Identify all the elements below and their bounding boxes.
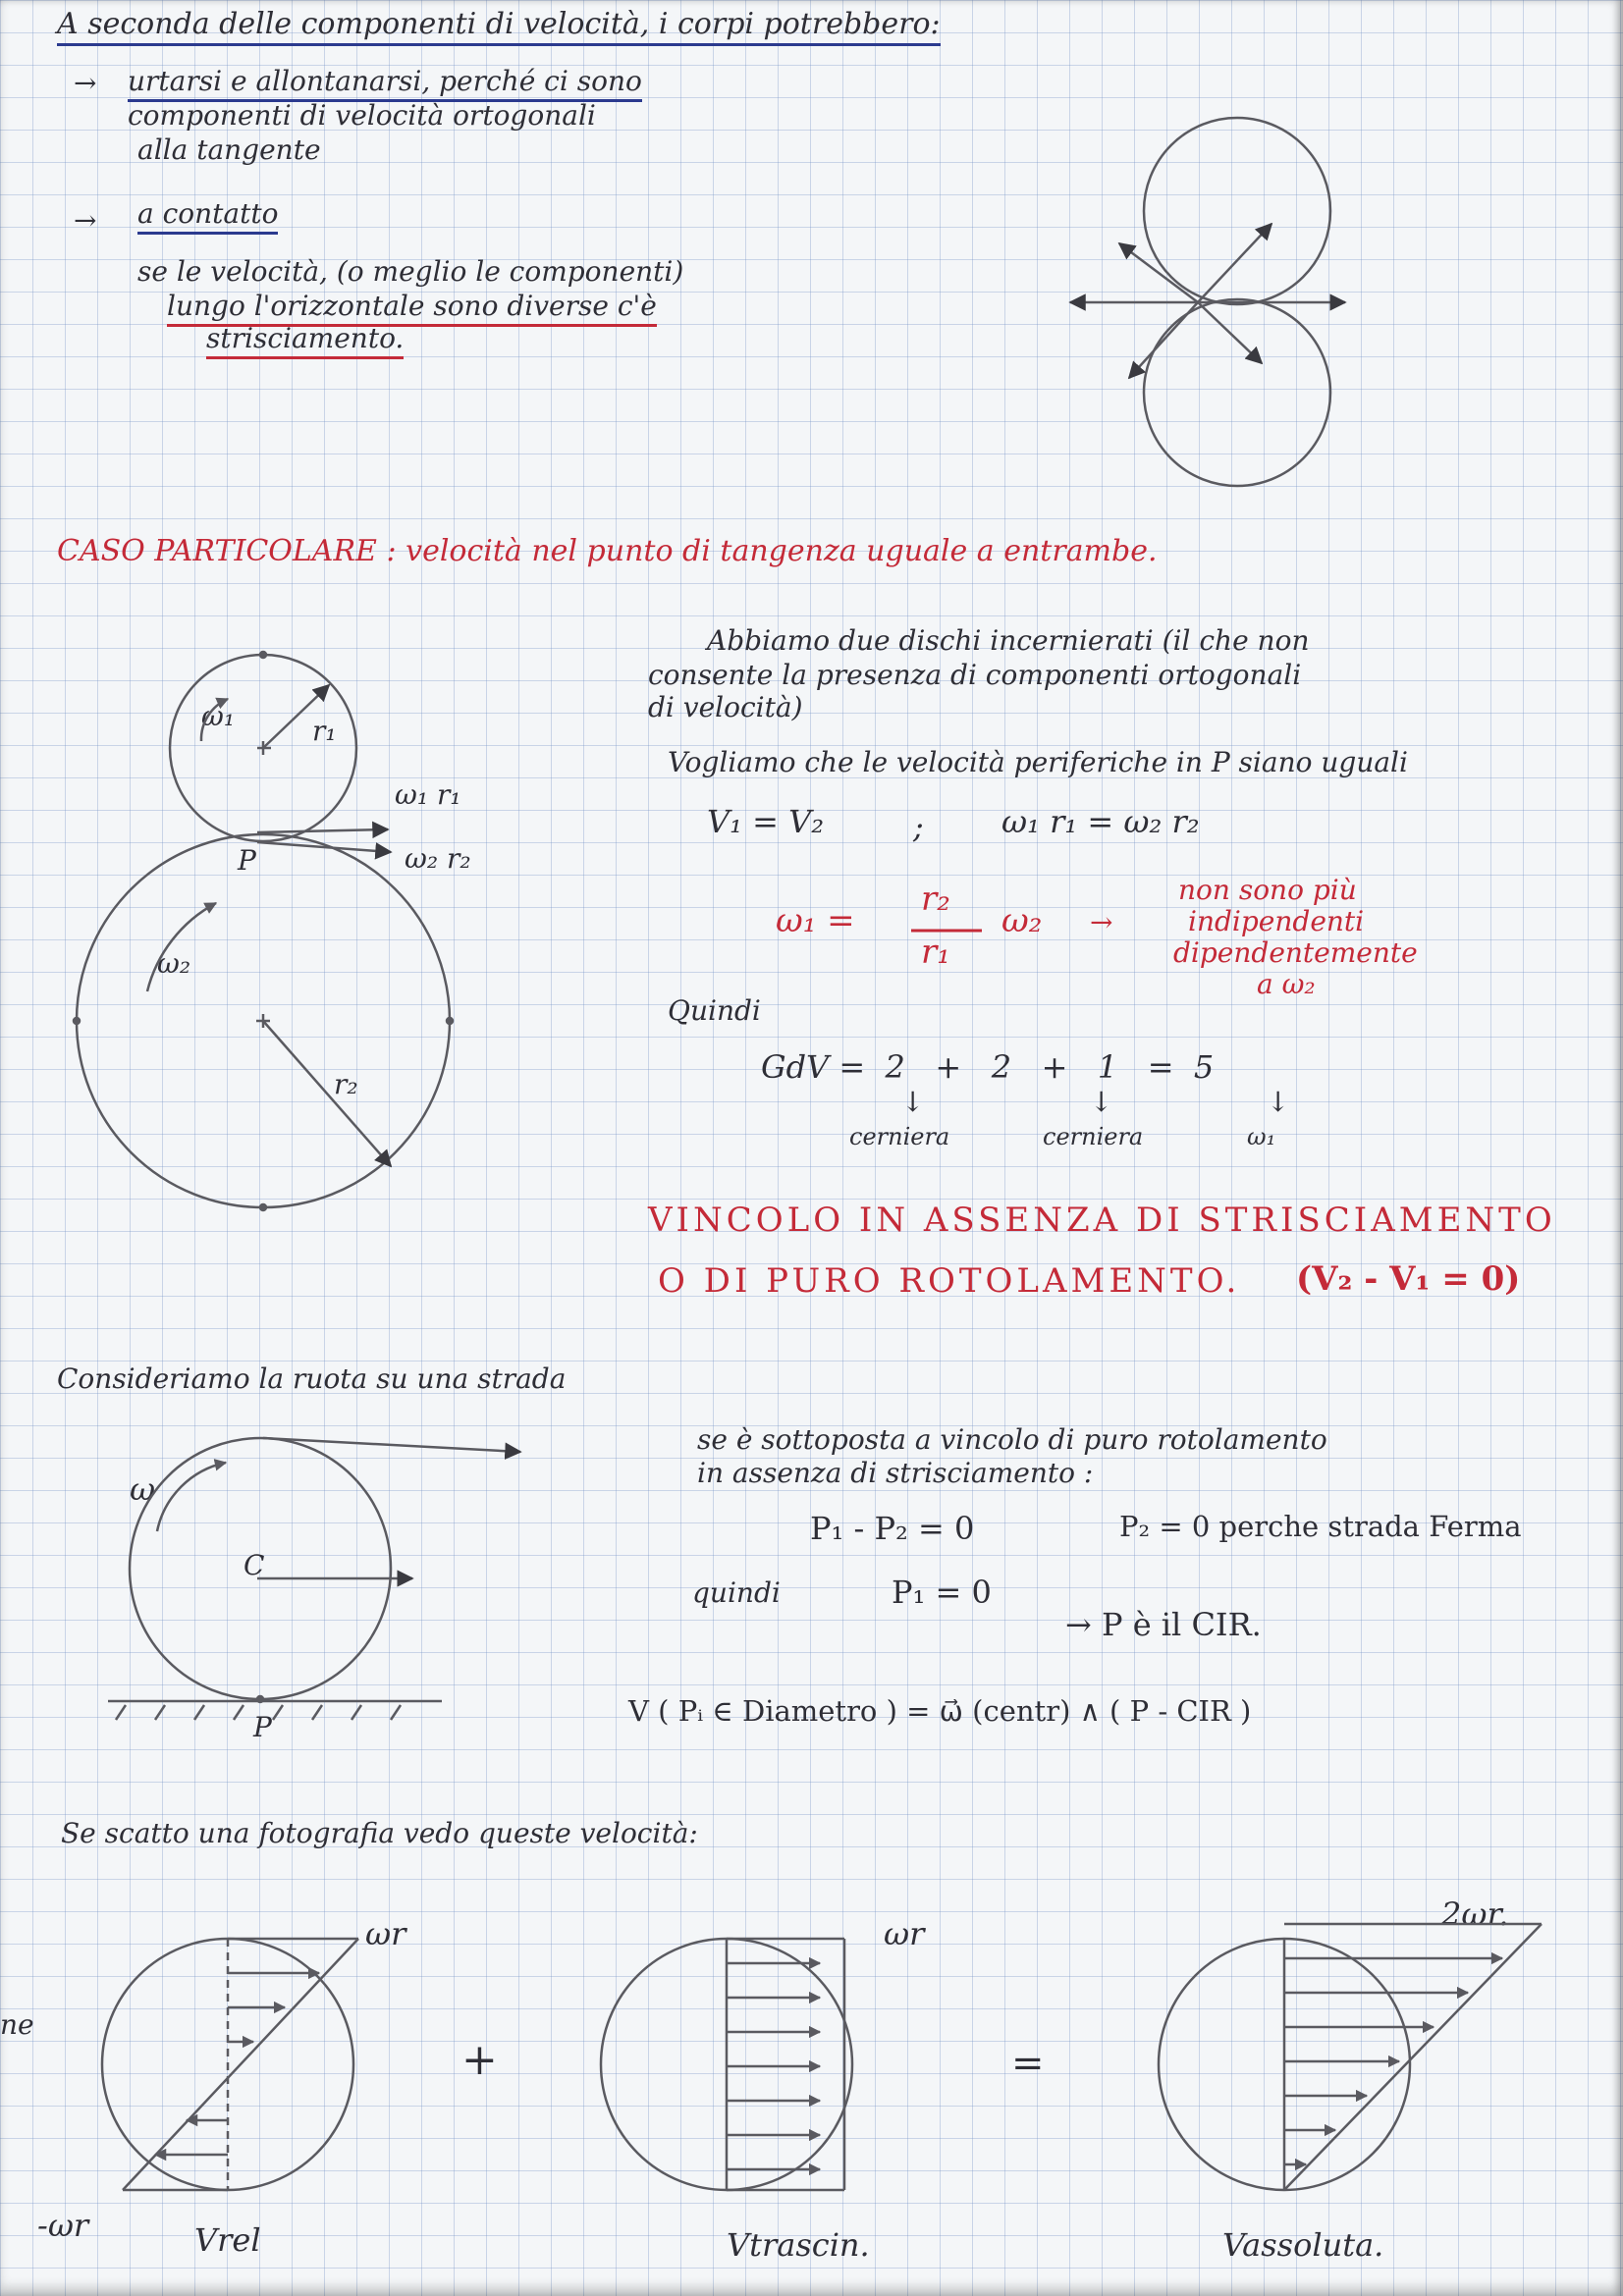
bullet-2-line-2-text: lungo l'orizzontale sono diverse c'è (167, 290, 657, 327)
gdv-arrow-1: ↓ (901, 1086, 925, 1118)
velocity-formula: V ( Pᵢ ∈ Diametro ) = ω⃗ (centr) ∧ ( P - CIR ) (628, 1694, 1252, 1728)
wheel-equation-3: P₁ = 0 (892, 1574, 992, 1611)
up-left-arrow (1119, 243, 1198, 302)
road-hatch-3 (194, 1705, 204, 1720)
gdv-arrow-3: ↓ (1267, 1086, 1290, 1118)
contact-bodies-figure (1070, 118, 1345, 486)
note-line-2: indipendenti (1188, 905, 1365, 937)
road-hatch-7 (352, 1705, 361, 1720)
note-line-4: a ω₂ (1257, 968, 1316, 1000)
equation-separator: ; (913, 808, 924, 845)
disc-1-speed-label: ω₁ r₁ (395, 778, 461, 811)
velocity-diagram-3 (1159, 1924, 1542, 2190)
small-disc-radius (263, 685, 329, 748)
road-hatch-1 (116, 1705, 126, 1720)
quindi-label: Quindi (668, 994, 761, 1027)
margin-fragment: ne (0, 2008, 34, 2041)
gdv-label-2: cerniera (1043, 1123, 1144, 1150)
down-left-arrow (1129, 302, 1198, 378)
road-hatch-4 (234, 1705, 243, 1720)
disc-2-left-dot (74, 1018, 80, 1024)
angular-equality: ω₁ r₁ = ω₂ r₂ (1001, 803, 1200, 840)
disc-2-bottom-dot (260, 1204, 266, 1210)
lower-body-circle (1144, 299, 1330, 486)
wheel-contact-label: P (253, 1711, 272, 1743)
wheel-text-line-1: se è sottoposta a vincolo di puro rotolamento (697, 1423, 1327, 1456)
large-disc-radius (263, 1021, 391, 1166)
bullet-2-line-3-text: strisciamento. (206, 322, 404, 359)
road-hatch-8 (391, 1705, 401, 1720)
omega1-formula-numerator: r₂ (921, 880, 950, 919)
discs-paragraph-line-4: Vogliamo che le velocità periferiche in P siano uguali (668, 746, 1408, 778)
gdv-arrow-2: ↓ (1090, 1086, 1113, 1118)
up-right-arrow (1198, 224, 1271, 302)
bullet-1-line-2: componenti di velocità ortogonali (128, 99, 596, 132)
wheel-text-line-2: in assenza di strisciamento : (697, 1457, 1094, 1489)
diagram-2-top-label: ωr (884, 1915, 925, 1952)
down-right-arrow (1198, 302, 1262, 363)
diagram-3-caption: Vassoluta. (1222, 2226, 1384, 2264)
diagram-1-top-label: ωr (365, 1915, 406, 1952)
equals-sign: = (1011, 2041, 1045, 2086)
bullet-2-line-1: se le velocità, (o meglio le componenti) (137, 255, 684, 288)
velocity-diagram-2 (601, 1939, 852, 2190)
velocity-diagram-1 (102, 1939, 358, 2190)
road-hatch-5 (273, 1705, 283, 1720)
road-hatch-2 (155, 1705, 165, 1720)
bullet-1-line-1-text: urtarsi e allontanarsi, perché ci sono (128, 65, 642, 102)
wheel-circle (130, 1438, 391, 1699)
wheel-rotation-arc (157, 1463, 226, 1531)
gdv-equation: GdV = 2 + 2 + 1 = 5 (761, 1048, 1215, 1086)
disc-1-radius-label: r₁ (312, 715, 337, 747)
road-hatch-6 (312, 1705, 322, 1720)
wheel-intro: Consideriamo la ruota su una strada (57, 1362, 567, 1395)
diagram-3-profile (1284, 1924, 1542, 2190)
two-discs-figure (74, 652, 453, 1210)
constraint-formula: (V₂ - V₁ = 0) (1296, 1259, 1521, 1299)
special-case-heading: CASO PARTICOLARE : velocità nel punto di tangenza uguale a entrambe. (57, 534, 1158, 568)
diagram-3-top-label: 2ωr. (1441, 1896, 1509, 1933)
diagram-1-profile (123, 1939, 358, 2190)
discs-paragraph-line-1: Abbiamo due dischi incernierati (il che non (707, 624, 1310, 657)
contact-point-dot (257, 1696, 263, 1702)
wheel-quindi: quindi (692, 1576, 781, 1609)
diagram-1-bottom-label: -ωr (37, 2207, 89, 2244)
disc-1-top-dot (260, 652, 266, 658)
omega2-arc (147, 903, 216, 991)
disc-2-right-dot (447, 1018, 453, 1024)
discs-paragraph-line-3: di velocità) (648, 691, 803, 723)
disc-1-tip-velocity (257, 829, 388, 832)
bullet-arrow-1: → (74, 67, 97, 99)
wheel-omega-label: ω (130, 1470, 156, 1508)
photo-intro: Se scatto una fotografia vedo queste velocità: (61, 1817, 698, 1849)
wheel-equation-1: P₁ - P₂ = 0 (810, 1510, 975, 1547)
gdv-label-1: cerniera (849, 1123, 950, 1150)
wheel-equation-2: P₂ = 0 perche strada Ferma (1119, 1510, 1522, 1543)
discs-paragraph-line-2: consente la presenza di componenti ortogonali (648, 659, 1302, 691)
bullet-arrow-2: → (74, 204, 97, 237)
omega1-formula-lhs: ω₁ = (776, 901, 855, 940)
rolling-wheel-figure (108, 1438, 520, 1720)
bullet-2-head-text: a contatto (137, 197, 278, 235)
formula-arrow: → (1090, 906, 1113, 938)
disc-2-speed-label: ω₂ r₂ (405, 842, 471, 875)
bullet-1-line-3: alla tangente (137, 133, 321, 166)
diagram-2-caption: Vtrascin. (727, 2226, 870, 2264)
intro-title-text: A seconda delle componenti di velocità, i corpi potrebbero: (57, 7, 941, 46)
disc-1-omega-label: ω₁ (201, 700, 236, 732)
omega1-formula-rhs: ω₂ (1001, 901, 1043, 940)
contact-point-label: P (238, 844, 256, 877)
omega1-formula-denominator: r₁ (921, 933, 950, 972)
constraint-line-1: VINCOLO IN ASSENZA DI STRISCIAMENTO (648, 1201, 1556, 1240)
note-line-3: dipendentemente (1173, 936, 1418, 969)
disc-2-omega-label: ω₂ (157, 947, 191, 980)
gdv-label-3: ω₁ (1247, 1123, 1276, 1150)
diagram-1-caption: Vrel (194, 2221, 261, 2259)
wheel-center-label: C (243, 1549, 265, 1581)
disc-2-radius-label: r₂ (334, 1068, 358, 1100)
note-line-1: non sono più (1178, 874, 1357, 906)
constraint-line-2: O DI PURO ROTOLAMENTO. (658, 1261, 1241, 1301)
velocity-equality: V₁ = V₂ (707, 803, 825, 840)
plus-sign: + (461, 2035, 498, 2085)
upper-body-circle (1144, 118, 1330, 304)
omega1-arc (201, 699, 228, 741)
cir-statement: → P è il CIR. (1065, 1606, 1262, 1643)
